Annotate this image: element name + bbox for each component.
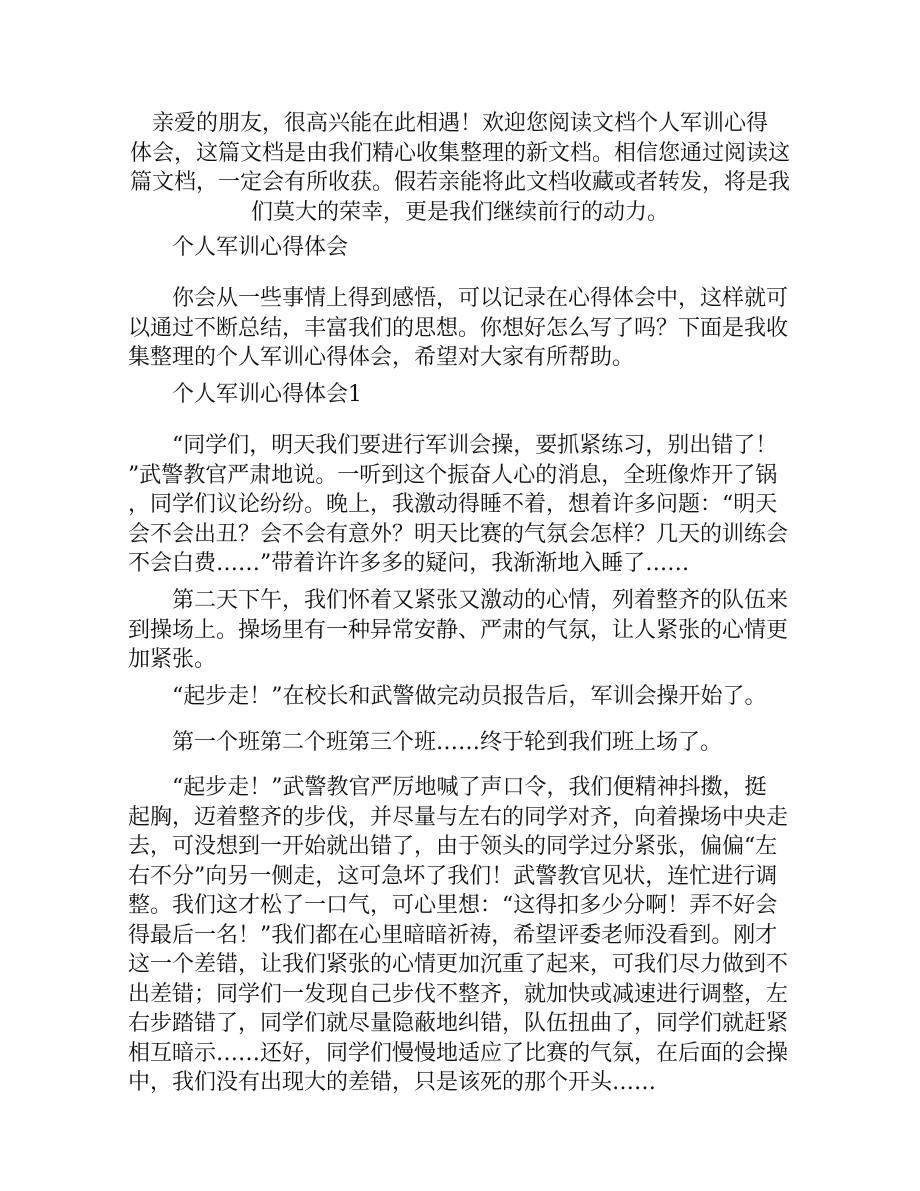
paragraph-line: 中，我们没有出现大的差错，只是该死的那个开头…… (128, 1070, 657, 1095)
paragraph-line: 到操场上。操场里有一种异常安静、严肃的气氛，让人紧张的心情更 (128, 617, 789, 643)
paragraph-line: “起步走！”在校长和武警做完动员报告后，军训会操开始了。 (172, 684, 767, 709)
intro-line: 篇文档，一定会有所收获。假若亲能将此文档收藏或者转发，将是我 (129, 170, 790, 195)
paragraph-line: 出差错；同学们一发现自己步伐不整齐，就加快或减速进行调整，左 (128, 981, 789, 1007)
paragraph-line: 以通过不断总结，丰富我们的思想。你想好怎么写了吗？下面是我收 (128, 315, 789, 341)
paragraph-line: 右步踏错了，同学们就尽量隐蔽地纠错，队伍扭曲了，同学们就赶紧 (128, 1011, 789, 1036)
intro-line: 体会，这篇文档是由我们精心收集整理的新文档。相信您通过阅读这 (129, 140, 790, 166)
paragraph-line: 你会从一些事情上得到感悟，可以记录在心得体会中，这样就可 (172, 286, 789, 311)
paragraph-line: 去，可没想到一开始就出错了，由于领头的同学过分紧张，偏偏“左 (128, 834, 778, 859)
body-paragraph-1 (128, 431, 792, 579)
body-paragraph-3 (128, 682, 792, 712)
paragraph-line: 相互暗示……还好，同学们慢慢地适应了比赛的气氛，在后面的会操 (128, 1040, 789, 1066)
paragraph-line: 得最后一名！”我们都在心里暗暗祈祷，希望评委老师没看到。刚才 (128, 922, 778, 948)
section-title: 个人军训心得体会1 (172, 382, 362, 407)
intro-paragraph (128, 109, 792, 227)
intro-line: 亲爱的朋友，很高兴能在此相遇！欢迎您阅读文档个人军训心得 (151, 111, 768, 136)
paragraph-line: 这一个差错，让我们紧张的心情更加沉重了起来，可我们尽力做到不 (128, 952, 789, 977)
body-paragraph-5 (128, 773, 792, 1098)
paragraph-line: “起步走！”武警教官严厉地喊了声口令，我们便精神抖擞，挺 (172, 775, 767, 800)
paragraph-line: 第二天下午，我们怀着又紧张又激动的心情，列着整齐的队伍来 (172, 588, 789, 613)
body-paragraph-4 (128, 728, 792, 758)
intro-line: 们莫大的荣幸，更是我们继续前行的动力。 (250, 199, 669, 225)
paragraph-line: ”武警教官严肃地说。一听到这个振奋人心的消息，全班像炸开了锅 (128, 462, 778, 488)
paragraph-line: “同学们，明天我们要进行军训会操，要抓紧练习，别出错了！ (172, 433, 778, 458)
paragraph-line: 不会白费……”带着许许多多的疑问，我渐渐地入睡了…… (128, 551, 690, 576)
paragraph-line: 右不分”向另一侧走，这可急坏了我们！武警教官见状，连忙进行调 (128, 863, 778, 889)
document-title: 个人军训心得体会 (172, 235, 349, 260)
paragraph-line: 加紧张。 (128, 647, 217, 672)
paragraph-line: 会不会出丑？会不会有意外？明天比赛的气氛会怎样？几天的训练会 (128, 521, 789, 547)
preface-paragraph (128, 284, 792, 373)
body-paragraph-2 (128, 586, 792, 675)
paragraph-line: ，同学们议论纷纷。晚上，我激动得睡不着，想着许多问题：“明天 (128, 492, 778, 517)
paragraph-line: 第一个班第二个班第三个班……终于轮到我们班上场了。 (172, 730, 723, 755)
paragraph-line: 整。我们这才松了一口气，可心里想：“这得扣多少分啊！弄不好会 (128, 893, 778, 918)
paragraph-line: 起胸，迈着整齐的步伐，并尽量与左右的同学对齐，向着操场中央走 (128, 804, 789, 830)
paragraph-line: 集整理的个人军训心得体会，希望对大家有所帮助。 (128, 345, 635, 370)
